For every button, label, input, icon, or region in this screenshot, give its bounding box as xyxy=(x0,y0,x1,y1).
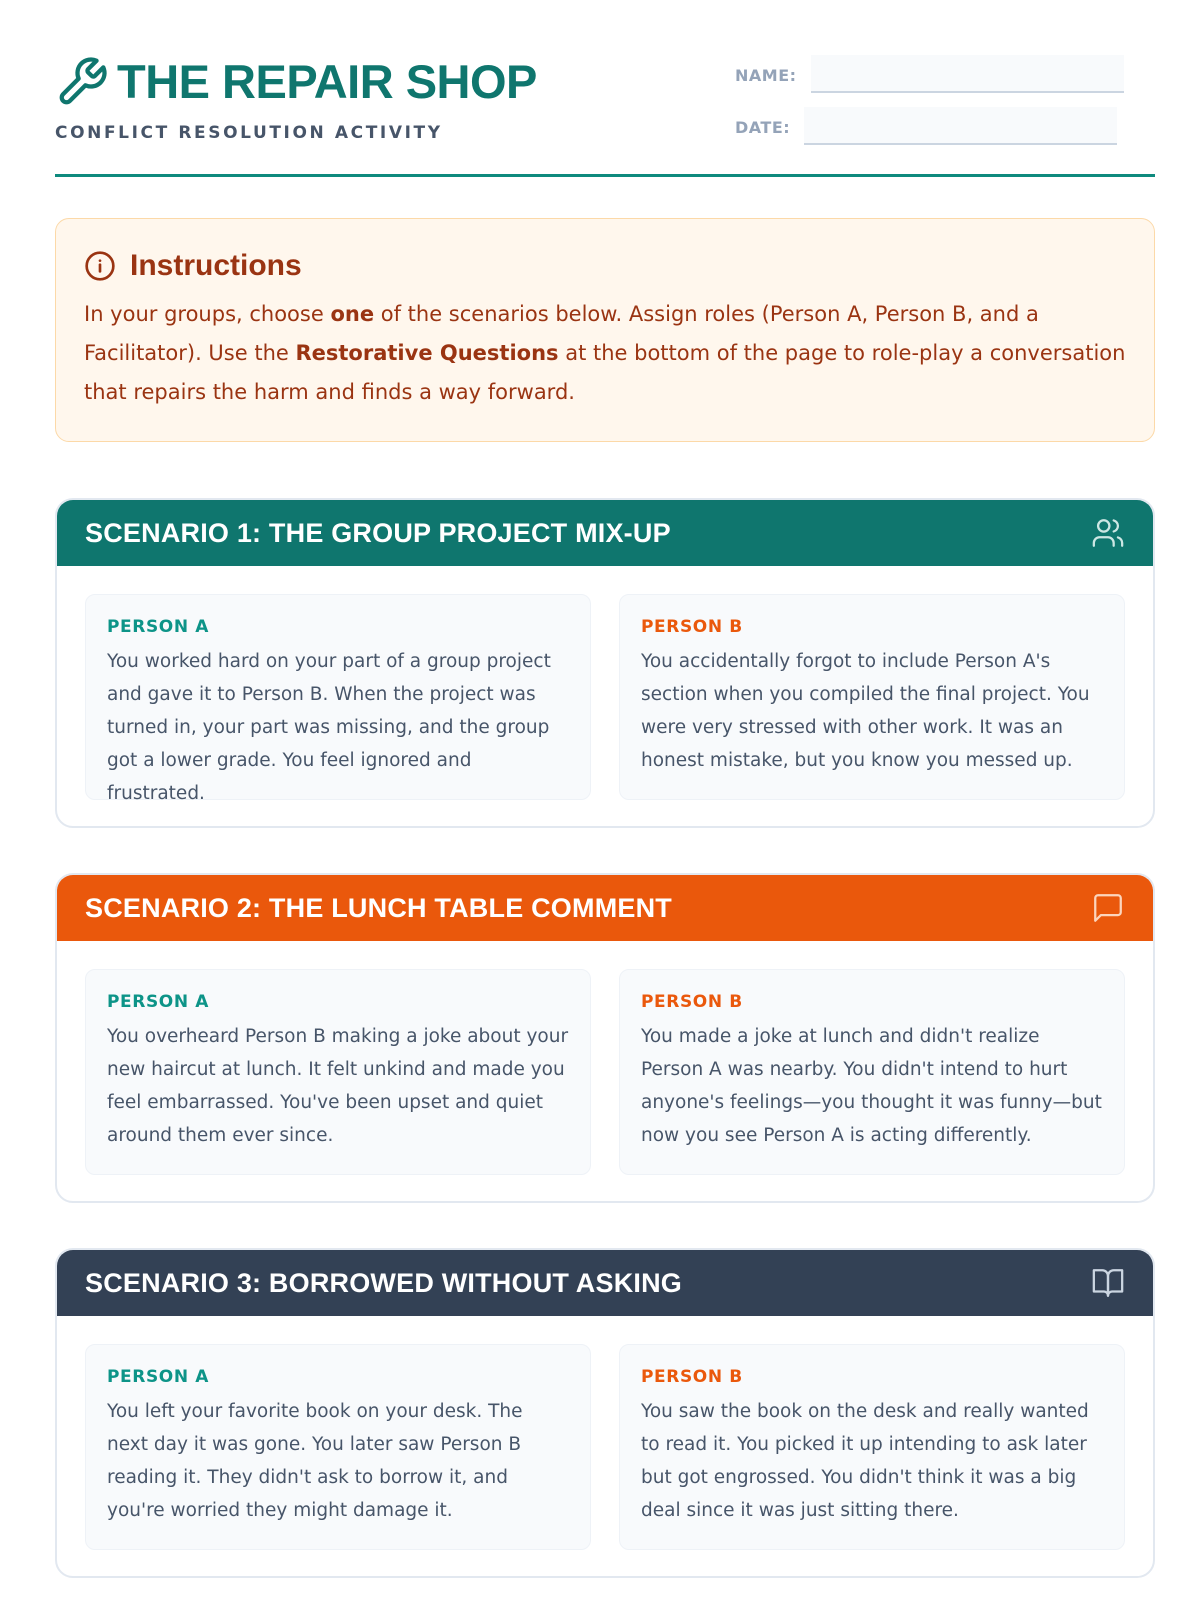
page-title: THE REPAIR SHOP xyxy=(117,55,537,108)
person-a-label: PERSON A xyxy=(107,992,209,1012)
person-b-label: PERSON B xyxy=(641,992,743,1012)
person-b-text: You accidentally forgot to include Person A's section when you compiled the final project. You were very stressed with other work. It was an honest mistake, but you know you messed up. xyxy=(641,651,1090,771)
scenario-header xyxy=(57,875,1153,941)
scenario-title: SCENARIO 3: BORROWED WITHOUT ASKING xyxy=(85,1267,682,1298)
scenario-body xyxy=(57,941,1153,1203)
chat-bubble-icon xyxy=(1091,891,1125,925)
person-a-text: You left your favorite book on your desk. The next day it was gone. You later saw Person B reading it. They didn't ask to borrow it, and you're worried they might damage it. xyxy=(107,1401,523,1521)
instructions-text: In your groups, choose one of the scenarios below. Assign roles (Person A, Person B, and a Facilitator). Use the Restorative Questions at the bottom of the page to role-play a conversation that repairs the harm and finds a way forward. xyxy=(84,302,1126,404)
scenario-body xyxy=(57,1316,1153,1578)
person-b-label: PERSON B xyxy=(641,617,743,637)
person-b-text: You made a joke at lunch and didn't realize Person A was nearby. You didn't intend to hurt anyone's feelings—you thought it was funny—but now you see Person A is acting differently. xyxy=(641,1026,1102,1146)
name-input[interactable] xyxy=(811,55,1124,93)
person-b-text: You saw the book on the desk and really wanted to read it. You picked it up intending to ask later but got engrossed. You didn't think it was a big deal since it was just sitting there. xyxy=(641,1401,1089,1521)
person-a-text: You worked hard on your part of a group project and gave it to Person B. When the project was turned in, your part was missing, and the group got a lower grade. You feel ignored and frustrated. xyxy=(107,651,551,804)
scenario-card-2 xyxy=(55,873,1155,1203)
scenario-body xyxy=(57,566,1153,828)
person-b-card xyxy=(619,594,1125,800)
person-a-text: You overheard Person B making a joke about your new haircut at lunch. It felt unkind and made you feel embarrassed. You've been upset and quiet around them ever since. xyxy=(107,1026,569,1146)
scenario-header xyxy=(57,1250,1153,1316)
scenario-title: SCENARIO 1: THE GROUP PROJECT MIX-UP xyxy=(85,517,671,548)
person-a-label: PERSON A xyxy=(107,617,209,637)
scenario-card-1 xyxy=(55,498,1155,828)
person-a-label: PERSON A xyxy=(107,1367,209,1387)
wrench-icon xyxy=(55,55,109,109)
person-b-card xyxy=(619,1344,1125,1550)
scenario-header xyxy=(57,500,1153,566)
page-header xyxy=(55,55,1155,177)
info-icon xyxy=(84,250,116,282)
person-a-card xyxy=(85,594,591,804)
instructions-box xyxy=(55,218,1155,442)
instructions-header xyxy=(84,249,1126,283)
book-icon xyxy=(1091,1266,1125,1300)
person-b-card xyxy=(619,969,1125,1175)
date-label: DATE: xyxy=(735,118,791,137)
person-b-label: PERSON B xyxy=(641,1367,743,1387)
scenario-card-3 xyxy=(55,1248,1155,1578)
users-icon xyxy=(1091,516,1125,550)
page-subtitle: CONFLICT RESOLUTION ACTIVITY xyxy=(55,123,443,143)
person-a-card xyxy=(85,969,591,1175)
person-a-card xyxy=(85,1344,591,1550)
name-label: NAME: xyxy=(735,66,797,85)
date-field-row xyxy=(735,107,1117,145)
brand xyxy=(55,55,537,109)
instructions-title: Instructions xyxy=(130,249,302,282)
scenario-title: SCENARIO 2: THE LUNCH TABLE COMMENT xyxy=(85,892,672,923)
name-field-row xyxy=(735,55,1124,93)
date-input[interactable] xyxy=(804,107,1117,145)
